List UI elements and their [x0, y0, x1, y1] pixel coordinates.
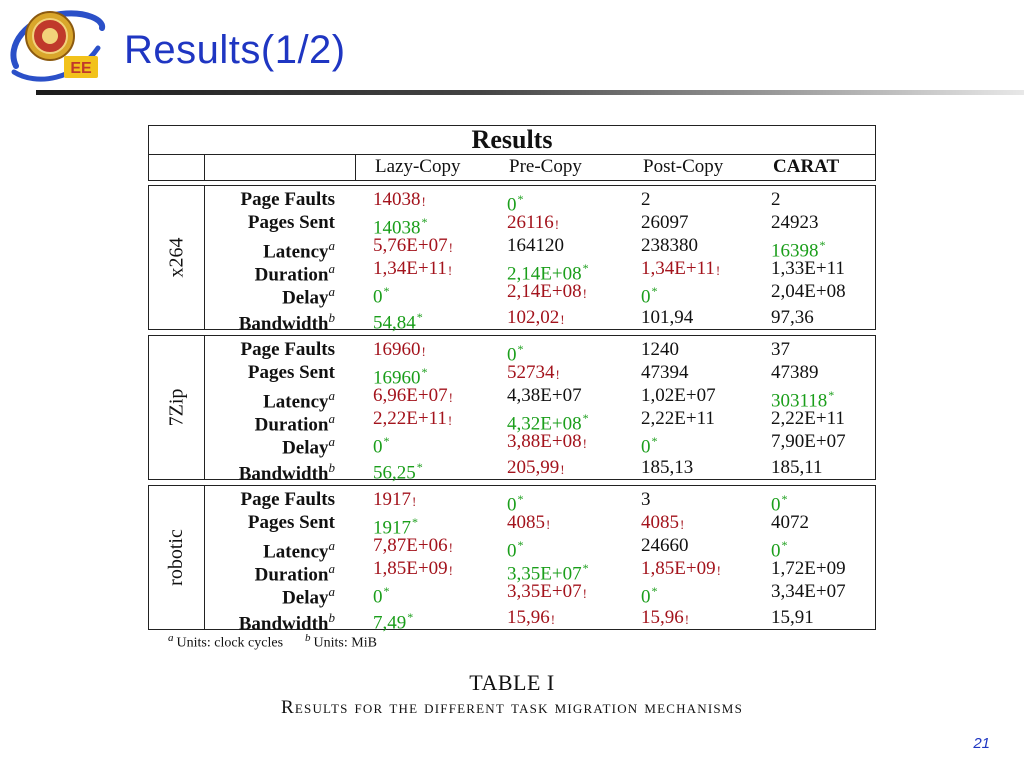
- table-cell: [507, 511, 550, 536]
- cell-value: 47394: [641, 362, 689, 383]
- metric-label: [282, 430, 335, 459]
- cell-value: 7,90E+07: [771, 431, 846, 452]
- table-group-robotic: [148, 485, 876, 635]
- cell-value: 101,94: [641, 307, 694, 328]
- column-header-pre-copy: Pre-Copy: [509, 156, 582, 177]
- cell-value: 24923: [771, 212, 819, 233]
- table-cell: [641, 456, 693, 479]
- cell-value: 1,33E+11: [771, 258, 845, 279]
- table-row: [149, 606, 875, 635]
- best-marker: *: [582, 411, 589, 425]
- group-label: 7Zip: [165, 388, 187, 427]
- cell-value: 4072: [771, 512, 809, 533]
- table-cell: [771, 257, 845, 280]
- cell-value: 205,99: [507, 457, 560, 478]
- table-cell: [771, 338, 790, 361]
- column-header-carat: CARAT: [773, 156, 840, 177]
- cell-value: 14038: [373, 217, 421, 239]
- footnote-mark-b: b: [305, 632, 311, 644]
- cell-value: 0: [507, 344, 517, 366]
- table-cell: [641, 211, 689, 234]
- cell-value: 2,04E+08: [771, 281, 846, 302]
- worst-marker: !: [546, 517, 551, 532]
- table-cell: [771, 557, 846, 580]
- cell-value: 15,91: [771, 607, 814, 628]
- metric-name: Bandwidth: [238, 613, 329, 635]
- cell-value: 4085: [641, 512, 679, 533]
- university-logo: [6, 6, 106, 88]
- cell-value: 0: [641, 436, 651, 458]
- cell-value: 1,02E+07: [641, 385, 716, 406]
- best-marker: *: [421, 365, 428, 379]
- table-cell: [641, 306, 693, 329]
- cell-value: 1,72E+09: [771, 558, 846, 579]
- table-cell: [507, 306, 565, 331]
- unit-footnote-mark: a: [328, 434, 335, 449]
- worst-marker: !: [421, 344, 426, 359]
- metric-name: Delay: [282, 587, 329, 609]
- metric-name: Latency: [263, 241, 329, 263]
- table-cell: [771, 580, 846, 603]
- worst-marker: !: [550, 612, 556, 627]
- unit-footnote-mark: a: [328, 238, 335, 253]
- cell-value: 24660: [641, 535, 689, 556]
- metric-label: [239, 606, 335, 635]
- table-cell: [641, 606, 689, 631]
- header-column-divider: [204, 154, 205, 180]
- column-header-lazy-copy: Lazy-Copy: [375, 156, 461, 177]
- table-cell: [373, 606, 413, 634]
- cell-value: 16960: [373, 339, 421, 360]
- metric-name: Duration: [254, 414, 329, 436]
- worst-marker: !: [448, 540, 453, 555]
- worst-marker: !: [716, 563, 721, 578]
- table-cell: [507, 606, 555, 631]
- table-cell: [507, 456, 565, 481]
- metric-name: Page Faults: [240, 489, 335, 510]
- table-cell: [641, 338, 679, 361]
- table-caption-text: Results for the different task migration mechanisms: [281, 697, 743, 718]
- table-row: [149, 456, 875, 485]
- table-cell: [641, 257, 720, 282]
- table-row: [149, 211, 875, 239]
- cell-value: 1,85E+09: [373, 558, 448, 579]
- cell-value: 0: [771, 494, 781, 516]
- table-cell: [771, 606, 814, 629]
- worst-marker: !: [448, 240, 453, 255]
- unit-footnote-mark: a: [328, 284, 335, 299]
- table-cell: [373, 580, 390, 608]
- table-cell: [771, 280, 846, 303]
- metric-name: Pages Sent: [247, 362, 335, 383]
- best-marker: *: [517, 342, 524, 356]
- table-cell: [373, 306, 423, 334]
- table-cell: [641, 384, 716, 407]
- table-cell: [507, 430, 587, 455]
- table-cell: [641, 580, 658, 608]
- table-cell: [771, 306, 814, 329]
- table-cell: [507, 384, 582, 407]
- results-table: [148, 125, 876, 635]
- cell-value: 185,11: [771, 457, 823, 478]
- cell-value: 1917: [373, 517, 411, 539]
- table-cell: [771, 407, 845, 430]
- table-cell: [373, 557, 453, 582]
- best-marker: *: [517, 192, 524, 206]
- best-marker: *: [416, 460, 423, 474]
- slide-title: Results(1/2): [124, 28, 346, 72]
- worst-marker: !: [582, 436, 587, 451]
- unit-footnote-mark: a: [328, 561, 335, 576]
- cell-value: 15,96: [641, 607, 684, 628]
- unit-footnote-mark: a: [328, 411, 335, 426]
- table-cell: [373, 234, 453, 259]
- cell-value: 3,34E+07: [771, 581, 846, 602]
- svg-text:EE: EE: [70, 60, 92, 77]
- worst-marker: !: [448, 563, 453, 578]
- best-marker: *: [651, 434, 658, 448]
- cell-value: 3,35E+07: [507, 581, 582, 602]
- best-marker: *: [416, 310, 423, 324]
- table-cell: [507, 280, 587, 305]
- table-cell: [373, 456, 423, 484]
- worst-marker: !: [555, 367, 560, 382]
- table-row: [149, 280, 875, 309]
- table-cell: [373, 338, 426, 363]
- table-cell: [641, 488, 651, 511]
- best-marker: *: [517, 492, 524, 506]
- table-cell: [507, 361, 560, 386]
- metric-label: [248, 211, 335, 234]
- best-marker: *: [781, 492, 788, 506]
- metric-name: Page Faults: [240, 189, 335, 210]
- cell-value: 0: [507, 494, 517, 516]
- page-number: 21: [973, 735, 990, 752]
- group-label: robotic: [165, 529, 187, 586]
- best-marker: *: [383, 284, 390, 298]
- table-row: [149, 580, 875, 609]
- table-cell: [373, 188, 426, 213]
- cell-value: 4085: [507, 512, 545, 533]
- unit-footnote-mark: b: [328, 610, 335, 625]
- table-row: [149, 306, 875, 335]
- logo-emblem-icon: [6, 6, 106, 88]
- unit-footnote-mark: a: [328, 261, 335, 276]
- best-marker: *: [651, 284, 658, 298]
- table-cell: [641, 188, 651, 211]
- cell-value: 3,88E+08: [507, 431, 582, 452]
- table-group-7zip: [148, 335, 876, 485]
- best-marker: *: [582, 561, 589, 575]
- cell-value: 6,96E+07: [373, 385, 448, 406]
- unit-footnote-mark: b: [328, 310, 335, 325]
- worst-marker: !: [680, 517, 685, 532]
- worst-marker: !: [412, 494, 417, 509]
- table-cell: [373, 534, 453, 559]
- cell-value: 2: [641, 189, 651, 210]
- cell-value: 238380: [641, 235, 698, 256]
- metric-label: [241, 188, 335, 211]
- cell-value: 56,25: [373, 462, 416, 484]
- table-title: Results: [471, 125, 553, 154]
- cell-value: 3: [641, 489, 651, 510]
- cell-value: 4,38E+07: [507, 385, 582, 406]
- table-footnote: [168, 632, 377, 652]
- metric-name: Duration: [254, 564, 329, 586]
- table-cell: [373, 430, 390, 458]
- cell-value: 0: [373, 586, 383, 608]
- worst-marker: !: [421, 194, 426, 209]
- worst-marker: !: [560, 462, 565, 477]
- metric-name: Latency: [263, 541, 329, 563]
- table-cell: [771, 456, 823, 479]
- table-cell: [373, 407, 452, 432]
- cell-value: 14038: [373, 189, 421, 210]
- metric-name: Pages Sent: [247, 212, 335, 233]
- cell-value: 5,76E+07: [373, 235, 448, 256]
- cell-value: 26097: [641, 212, 689, 233]
- metric-label: [241, 488, 335, 511]
- cell-value: 1240: [641, 339, 679, 360]
- table-cell: [641, 511, 684, 536]
- cell-value: 0: [373, 436, 383, 458]
- metric-name: Bandwidth: [238, 313, 329, 335]
- worst-marker: !: [582, 586, 587, 601]
- best-marker: *: [517, 538, 524, 552]
- cell-value: 0: [507, 194, 517, 216]
- table-row: [149, 430, 875, 459]
- cell-value: 2,22E+11: [771, 408, 845, 429]
- cell-value: 0: [507, 540, 517, 562]
- table-row: [149, 338, 875, 366]
- cell-value: 0: [373, 286, 383, 308]
- best-marker: *: [828, 388, 835, 402]
- table-cell: [507, 580, 587, 605]
- column-header-post-copy: Post-Copy: [643, 156, 724, 177]
- cell-value: 102,02: [507, 307, 560, 328]
- cell-value: 16960: [373, 367, 421, 389]
- metric-label: [241, 338, 335, 361]
- cell-value: 15,96: [507, 607, 550, 628]
- metric-name: Delay: [282, 437, 329, 459]
- table-cell: [771, 211, 819, 234]
- cell-value: 2,14E+08: [507, 281, 582, 302]
- best-marker: *: [407, 610, 414, 624]
- best-marker: *: [412, 515, 418, 529]
- footnote-text-a: Units: clock cycles: [176, 635, 284, 651]
- metric-label: [282, 580, 335, 609]
- table-row: [149, 488, 875, 516]
- metric-name: Page Faults: [240, 339, 335, 360]
- cell-value: 2,22E+11: [641, 408, 715, 429]
- cell-value: 1,34E+11: [373, 258, 447, 279]
- table-row: [149, 257, 875, 286]
- table-cell: [373, 257, 452, 282]
- cell-value: 26116: [507, 212, 554, 233]
- metric-name: Pages Sent: [247, 512, 335, 533]
- cell-value: 2: [771, 189, 781, 210]
- worst-marker: !: [554, 217, 560, 232]
- cell-value: 4,32E+08: [507, 413, 582, 435]
- metric-label: [282, 280, 335, 309]
- unit-footnote-mark: a: [328, 584, 335, 599]
- cell-value: 47389: [771, 362, 819, 383]
- worst-marker: !: [447, 263, 453, 278]
- table-cell: [771, 188, 781, 211]
- table-cell: [641, 234, 698, 257]
- table-cell: [641, 430, 658, 458]
- unit-footnote-mark: b: [328, 460, 335, 475]
- best-marker: *: [421, 215, 428, 229]
- table-cell: [771, 511, 809, 534]
- header-column-divider: [355, 154, 356, 180]
- footnote-mark-a: a: [168, 632, 174, 644]
- table-cell: [641, 557, 721, 582]
- best-marker: *: [651, 584, 658, 598]
- best-marker: *: [781, 538, 788, 552]
- cell-value: 303118: [771, 390, 828, 412]
- worst-marker: !: [448, 390, 453, 405]
- table-row: [149, 188, 875, 216]
- worst-marker: !: [684, 612, 690, 627]
- table-body: [148, 185, 876, 635]
- cell-value: 185,13: [641, 457, 694, 478]
- cell-value: 97,36: [771, 307, 814, 328]
- table-cell: [373, 488, 416, 513]
- title-divider: [36, 90, 1024, 95]
- table-cell: [641, 407, 715, 430]
- cell-value: 2,22E+11: [373, 408, 447, 429]
- metric-label: [248, 361, 335, 384]
- metric-name: Delay: [282, 287, 329, 309]
- table-header: [148, 125, 876, 181]
- group-label: x264: [165, 237, 187, 278]
- table-cell: [771, 361, 819, 384]
- cell-value: 0: [641, 586, 651, 608]
- metric-label: [239, 306, 335, 335]
- cell-value: 164120: [507, 235, 564, 256]
- table-row: [149, 361, 875, 389]
- cell-value: 2,14E+08: [507, 263, 582, 285]
- worst-marker: !: [582, 286, 587, 301]
- table-cell: [641, 280, 658, 308]
- best-marker: *: [582, 261, 589, 275]
- cell-value: 3,35E+07: [507, 563, 582, 585]
- cell-value: 54,84: [373, 312, 416, 334]
- best-marker: *: [383, 434, 390, 448]
- table-cell: [373, 384, 453, 409]
- table-row: [149, 511, 875, 539]
- cell-value: 16398: [771, 240, 819, 262]
- metric-label: [248, 511, 335, 534]
- footnote-text-b: Units: MiB: [313, 635, 377, 651]
- metric-name: Duration: [254, 264, 329, 286]
- cell-value: 7,49: [373, 612, 407, 634]
- table-cell: [641, 534, 689, 557]
- table-cell: [507, 211, 559, 236]
- metric-name: Bandwidth: [238, 463, 329, 485]
- table-cell: [373, 280, 390, 308]
- metric-name: Latency: [263, 391, 329, 413]
- cell-value: 37: [771, 339, 790, 360]
- unit-footnote-mark: a: [328, 388, 335, 403]
- table-caption-number: TABLE I: [469, 670, 555, 695]
- metric-label: [239, 456, 335, 485]
- worst-marker: !: [447, 413, 453, 428]
- cell-value: 7,87E+06: [373, 535, 448, 556]
- cell-value: 1917: [373, 489, 411, 510]
- table-group-x264: [148, 185, 876, 335]
- table-cell: [641, 361, 689, 384]
- unit-footnote-mark: a: [328, 538, 335, 553]
- cell-value: 1,85E+09: [641, 558, 716, 579]
- worst-marker: !: [560, 312, 565, 327]
- best-marker: *: [383, 584, 390, 598]
- table-row: [149, 407, 875, 436]
- cell-value: 0: [641, 286, 651, 308]
- worst-marker: !: [715, 263, 721, 278]
- table-cell: [771, 430, 846, 453]
- cell-value: 52734: [507, 362, 555, 383]
- cell-value: 0: [771, 540, 781, 562]
- best-marker: *: [819, 238, 826, 252]
- table-cell: [507, 234, 564, 257]
- cell-value: 1,34E+11: [641, 258, 715, 279]
